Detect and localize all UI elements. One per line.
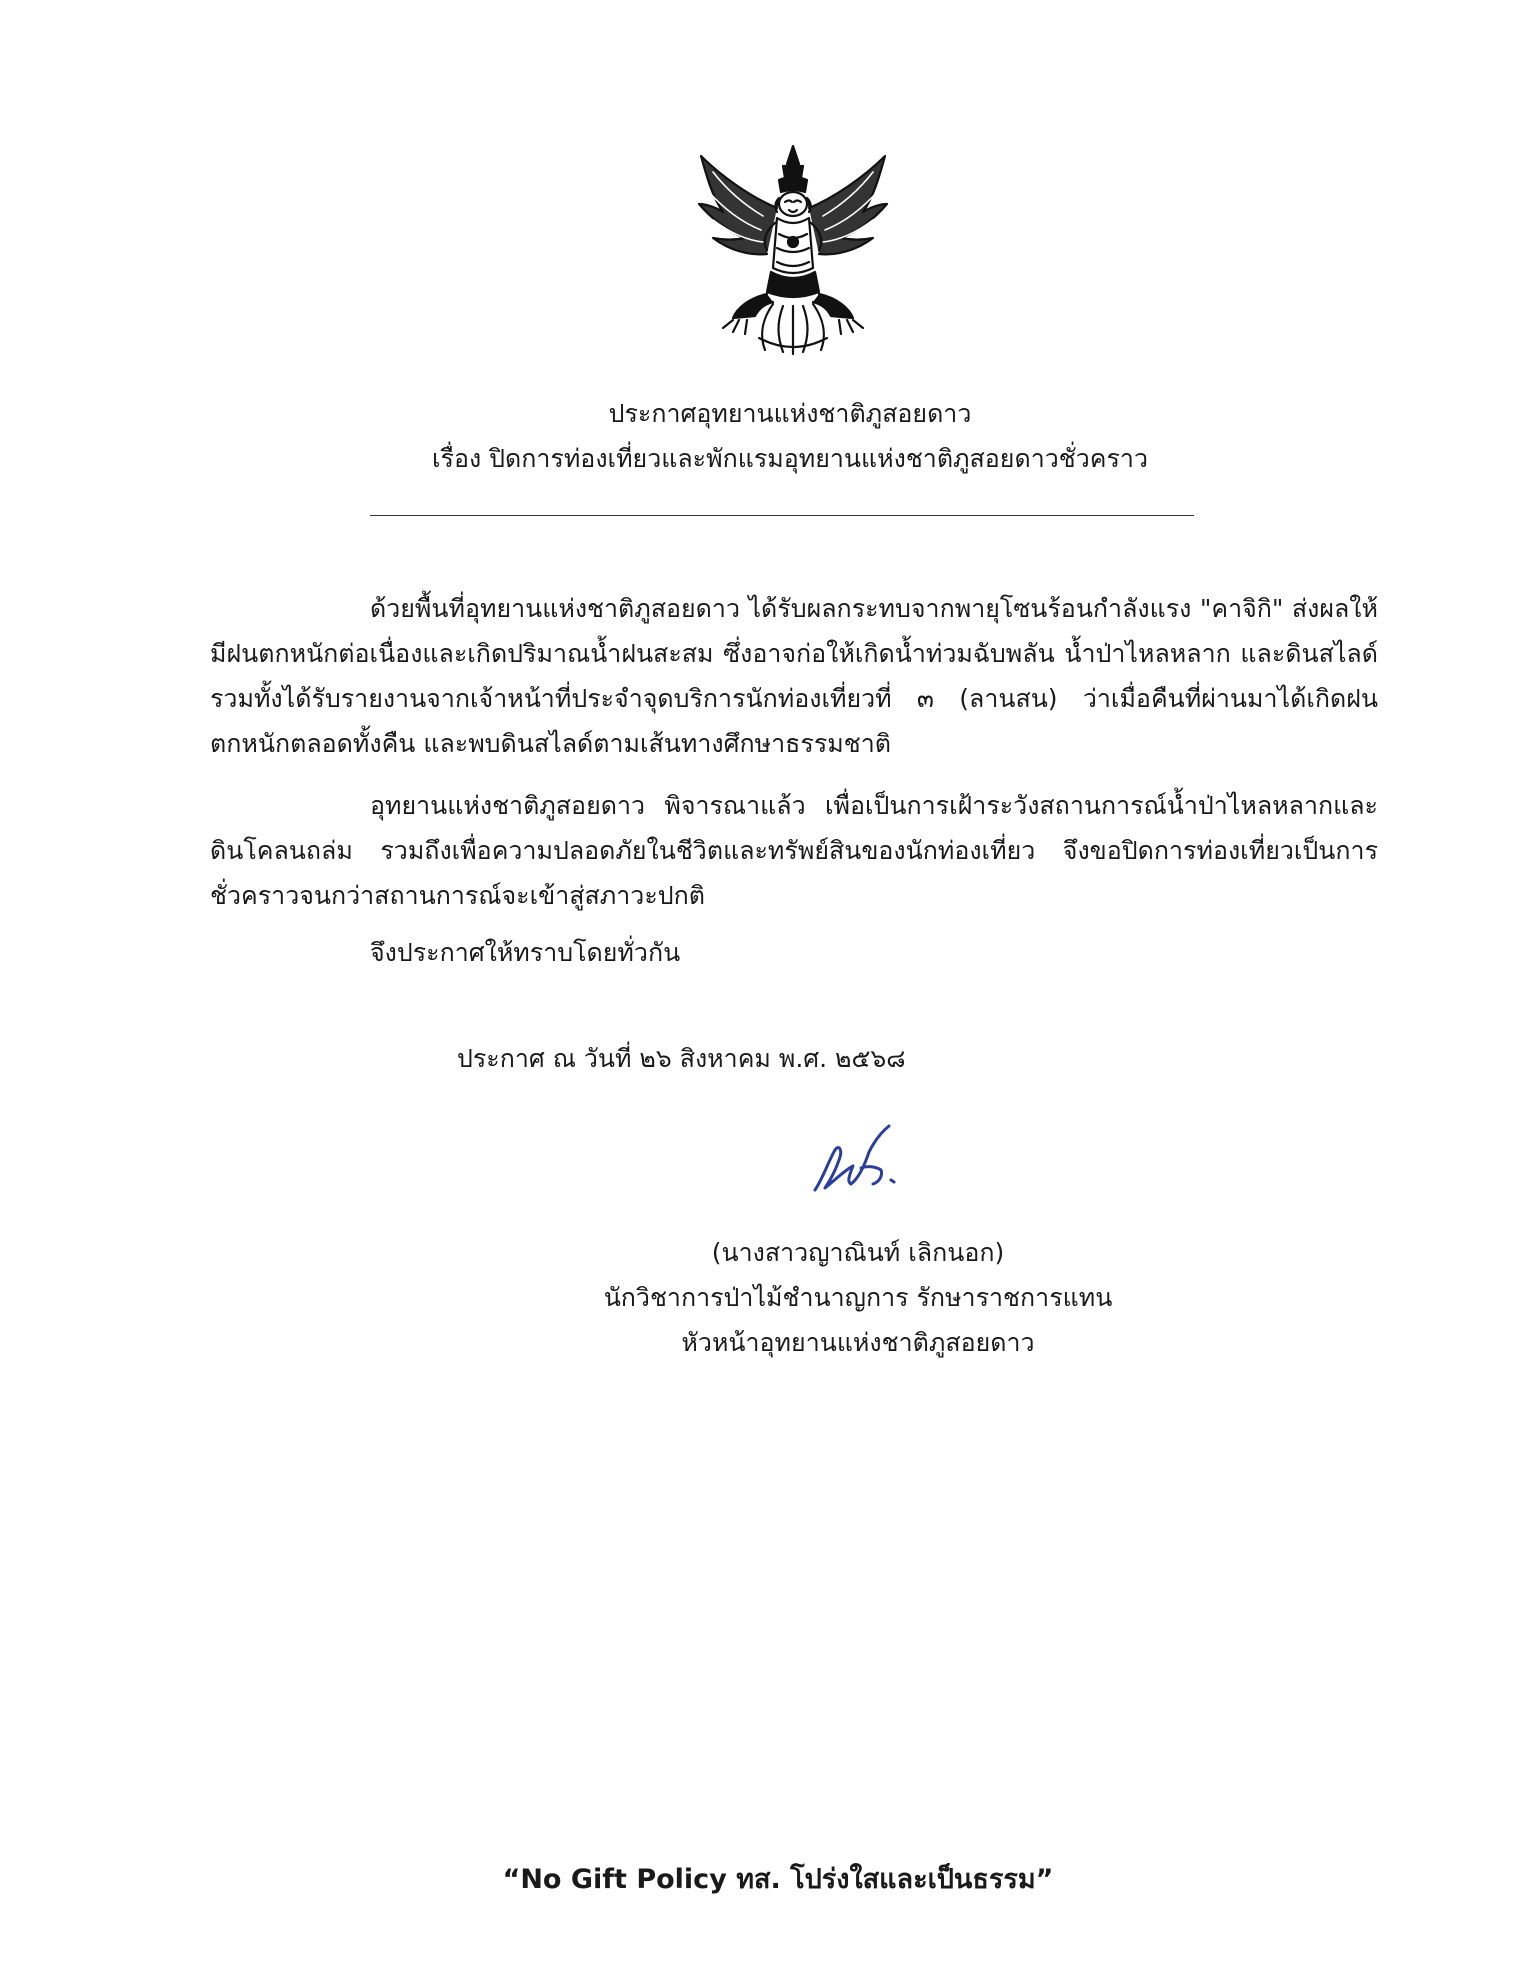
title-divider xyxy=(370,515,1194,516)
signatory-name: (นางสาวญาณินท์ เลิกนอก) xyxy=(711,1238,1005,1267)
announcement-date: ประกาศ ณ วันที่ ๒๖ สิงหาคม พ.ศ. ๒๕๖๘ xyxy=(457,1044,906,1073)
body-paragraph-1: ด้วยพื้นที่อุทยานแห่งชาติภูสอยดาว ได้รับผลกระทบจากพายุโซนร้อนกำลังแรง "คาจิกิ" ส่งผลให้มีฝนตกหนักต่อเนื่องและเกิดปริมาณน้ำฝนสะสม ซึ่งอาจก่อให้เกิดน้ำท่วมฉับพลัน น้ำป่าไหลหลาก และดินสไลด์ รวมทั้งได้รับรายงานจากเจ้าหน้าที่ประจำจุดบริการนักท่องเที่ยวที่ ๓ (ลานสน) ว่าเมื่อคืนที่ผ่านมาได้เกิดฝนตกหนักตลอดทั้งคืน และพบดินสไลด์ตามเส้นทางศึกษาธรรมชาติ xyxy=(210,594,1378,758)
footer-slogan: “No Gift Policy ทส. โปร่งใสและเป็นธรรม” xyxy=(502,1864,1054,1895)
signature-icon xyxy=(805,1120,915,1210)
signatory-position: นักวิชาการป่าไม้ชำนาญการ รักษาราชการแทน xyxy=(603,1283,1113,1312)
garuda-emblem-icon xyxy=(693,138,893,358)
announcement-subject: เรื่อง ปิดการท่องเที่ยวและพักแรมอุทยานแห่งชาติภูสอยดาวชั่วคราว xyxy=(431,444,1148,473)
announcement-title: ประกาศอุทยานแห่งชาติภูสอยดาว xyxy=(608,399,972,428)
body-paragraph-2: อุทยานแห่งชาติภูสอยดาว พิจารณาแล้ว เพื่อเป็นการเฝ้าระวังสถานการณ์น้ำป่าไหลหลากและดินโคลนถล่ม รวมถึงเพื่อความปลอดภัยในชีวิตและทรัพย์สินของนักท่องเที่ยว จึงขอปิดการท่องเที่ยวเป็นการชั่วคราวจนกว่าสถานการณ์จะเข้าสู่สภาวะปกติ xyxy=(210,791,1378,910)
closing-statement: จึงประกาศให้ทราบโดยทั่วกัน xyxy=(370,938,681,967)
signatory-office: หัวหน้าอุทยานแห่งชาติภูสอยดาว xyxy=(681,1328,1035,1357)
